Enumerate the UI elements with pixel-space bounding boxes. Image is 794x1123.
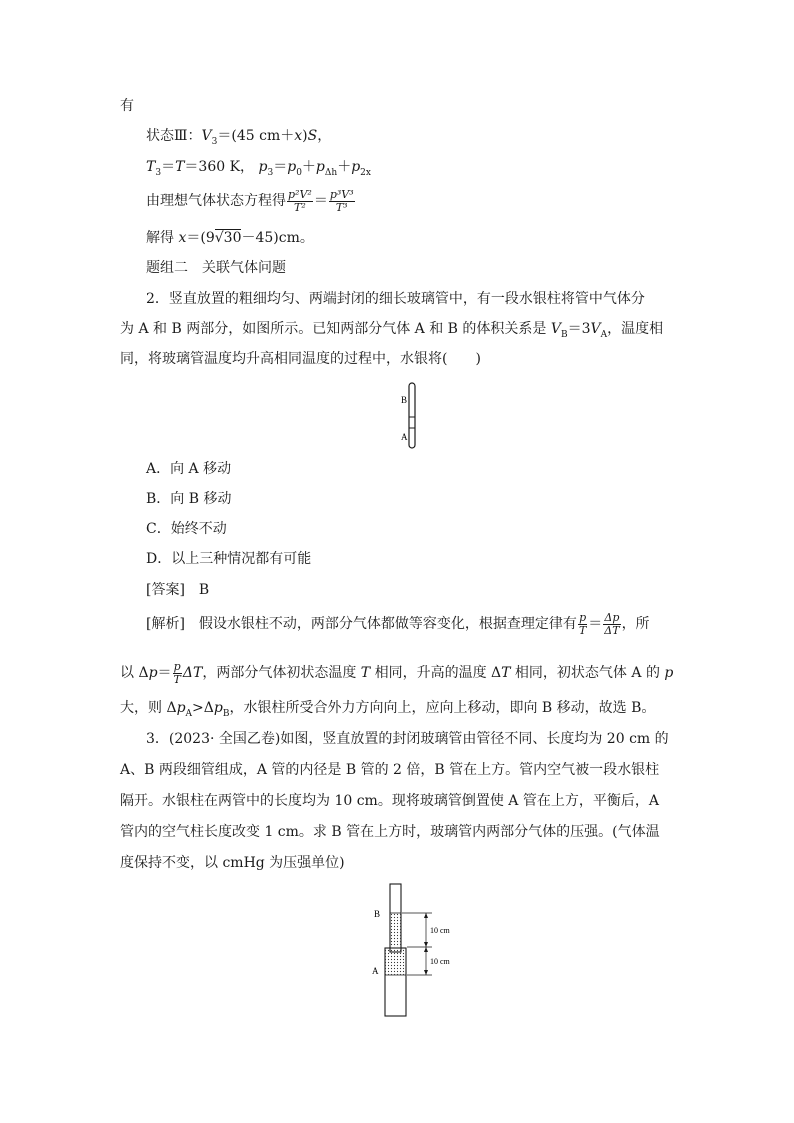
label-B: B: [374, 909, 381, 919]
tube-body: [409, 383, 415, 448]
sqrt-sign: √30: [214, 230, 242, 246]
q3-line-5: 度保持不变，以 cmHg 为压强单位): [120, 855, 345, 871]
fraction-left: $\frac{\text{p²V²}}{\text{T²}}$: [288, 187, 312, 214]
intro-text: 有: [120, 98, 134, 114]
state3-volume: 状态Ⅲ：$V_3=(45$ cm＋x)S，: [146, 128, 332, 147]
q3-line-2: A、B 两段细管组成，A 管的内径是 B 管的 2 倍，B 管在上方。管内空气被一段水银柱: [120, 762, 660, 778]
analysis-line-3: 大，则 $\Delta p_A>\Delta p_B$，水银柱所受合外力方向向上，应向上移动，即向 B 移动，故选 B。: [120, 700, 656, 719]
label-B: B: [401, 395, 408, 405]
option-d[interactable]: D．以上三种情况都有可能: [146, 551, 312, 567]
figure-tube-q2: [392, 380, 432, 452]
mercury-a: [386, 949, 406, 975]
q2-line-3: 同，将玻璃管温度均升高相同温度的过程中，水银将( ): [120, 351, 481, 367]
analysis-line-1: [解析] 假设水银柱不动，两部分气体都做等容变化，根据查理定律有 $\frac{p}{T}$ ＝ $\frac{\Delta p}{\Delta T}$ ，所: [146, 610, 650, 637]
analysis-line-2: 以 Δp＝ $\frac{p}{T}$ ΔT，两部分气体初状态温度 T 相同，升高的温度 ΔT 相同，初状态气体 A 的 p: [120, 659, 674, 686]
state3-temperature-pressure: $T_3=T=360$ K， $p_3=p_0+p_{\Delta h}+p_{2x}$: [146, 159, 371, 178]
section-title: 题组二 关联气体问题: [146, 260, 286, 276]
solution-line: 解得 x＝(9√30－45)cm。: [146, 230, 314, 246]
dimension-label-2: 10 cm: [430, 957, 450, 966]
label-A: A: [401, 432, 408, 442]
q2-line-2: 为 A 和 B 两部分，如图所示。已知两部分气体 A 和 B 的体积关系是 $V_B=3V_A$，温度相: [120, 321, 664, 340]
q3-line-4: 管内的空气柱长度改变 1 cm。求 B 管在上方时，玻璃管内两部分气体的压强。(气体温: [120, 824, 660, 840]
mercury-b: [391, 913, 401, 947]
option-a[interactable]: A．向 A 移动: [146, 461, 232, 477]
q2-line-1: 2．竖直放置的粗细均匀、两端封闭的细长玻璃管中，有一段水银柱将管中气体分: [146, 291, 645, 307]
figure-tube-q3: [366, 880, 466, 1020]
option-b[interactable]: B．向 B 移动: [146, 491, 232, 507]
option-c[interactable]: C．始终不动: [146, 521, 227, 537]
dimension-label-1: 10 cm: [430, 926, 450, 935]
fraction-right: $\frac{\text{p³V³}}{\text{T³}}$: [329, 187, 354, 214]
answer: [答案] B: [146, 582, 210, 598]
q3-line-1: 3．(2023· 全国乙卷)如图，竖直放置的封闭玻璃管由管径不同、长度均为 20 cm 的: [146, 731, 669, 747]
q3-line-3: 隔开。水银柱在两管中的长度均为 10 cm。现将玻璃管倒置使 A 管在上方，平衡后，A: [120, 793, 659, 809]
gas-law-equation: 由理想气体状态方程得 $\frac{\text{p²V²}}{\text{T²}}$ ＝ $\frac{\text{p³V³}}{\text{T³}}$: [146, 187, 354, 214]
label-A: A: [372, 966, 379, 976]
